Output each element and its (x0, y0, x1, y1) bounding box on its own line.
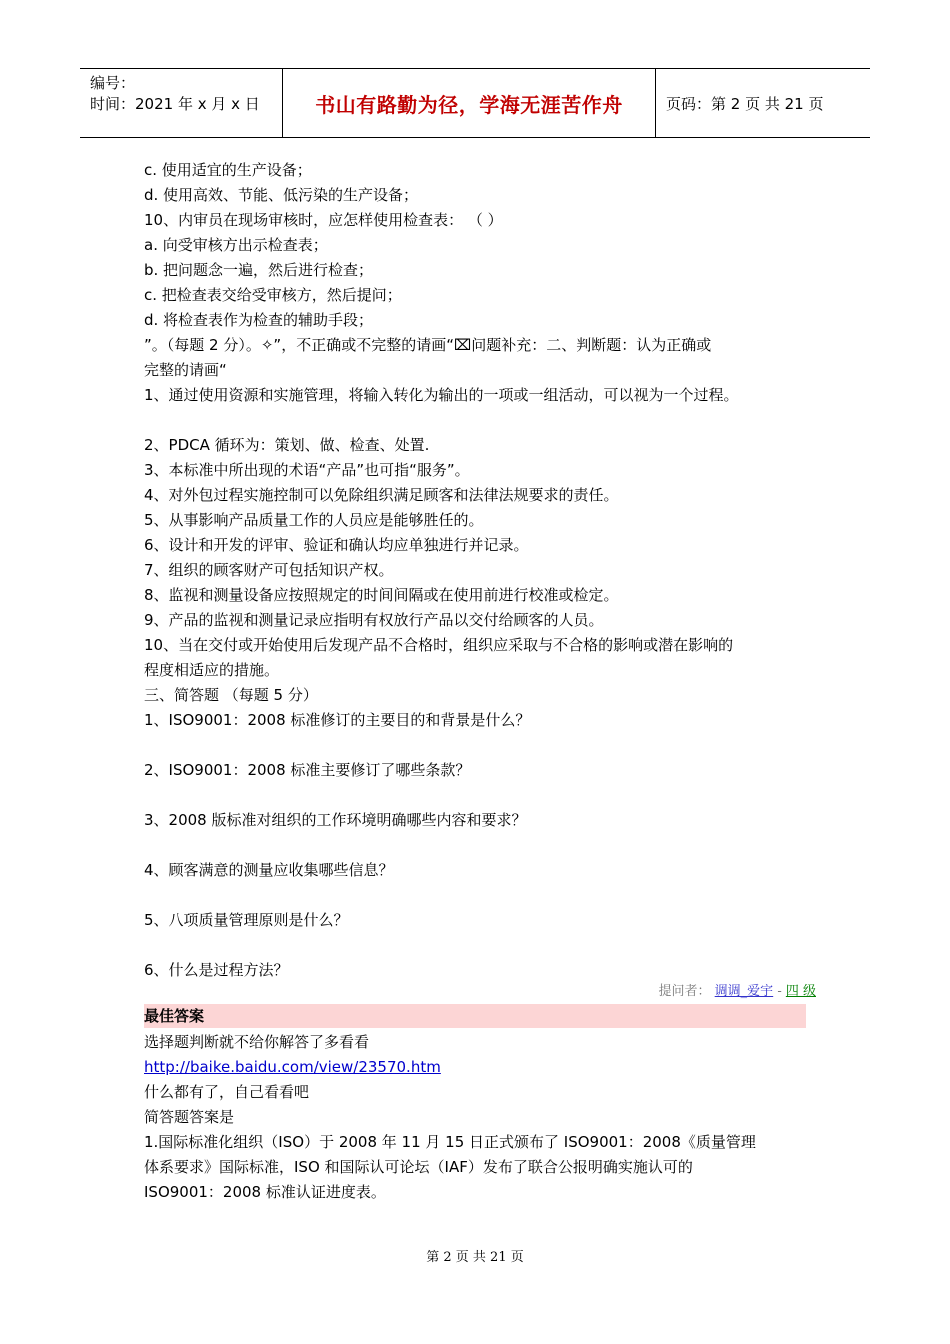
header-page-info: 页码：第 2 页 共 21 页 (666, 94, 824, 113)
text-line: 6、设计和开发的评审、验证和确认均应单独进行并记录。 (144, 536, 529, 554)
reference-link[interactable]: http://baike.baidu.com/view/23570.htm (144, 1058, 441, 1076)
text-line: a. 向受审核方出示检查表； (144, 236, 328, 254)
text-line: 2、PDCA 循环为：策划、做、检查、处置. (144, 436, 430, 454)
answer-line: 选择题判断就不给你解答了多看看 (144, 1033, 370, 1051)
text-line: 3、2008 版标准对组织的工作环境明确哪些内容和要求？ (144, 811, 527, 829)
text-line: d. 使用高效、节能、低污染的生产设备； (144, 186, 419, 204)
answer-line: 什么都有了，自己看看吧 (144, 1083, 310, 1101)
text-line: 5、从事影响产品质量工作的人员应是能够胜任的。 (144, 511, 484, 529)
text-line: ”。（每题 2 分）。✧”，不正确或不完整的请画“⌧问题补充：二、判断题：认为正确或 (144, 336, 712, 354)
text-line: 9、产品的监视和测量记录应指明有权放行产品以交付给顾客的人员。 (144, 611, 604, 629)
blank-line (144, 833, 814, 858)
text-line: 完整的请画“ (144, 361, 227, 379)
text-line: 8、监视和测量设备应按照规定的时间间隔或在使用前进行校准或检定。 (144, 586, 619, 604)
answer-line: 1.国际标准化组织（ISO）于 2008 年 11 月 15 日正式颁布了 ISO9001：2008《质量管理 (144, 1133, 756, 1151)
text-line: 4、顾客满意的测量应收集哪些信息？ (144, 861, 394, 879)
text-line: 1、通过使用资源和实施管理，将输入转化为输出的一项或一组活动，可以视为一个过程。 (144, 386, 739, 404)
section-heading: 三、简答题 （每题 5 分） (144, 686, 318, 704)
blank-line (144, 883, 814, 908)
text-line: 6、什么是过程方法？ (144, 961, 289, 979)
header-meta (80, 69, 282, 137)
page-footer: 第 2 页 共 21 页 (426, 1250, 524, 1265)
blank-line (144, 933, 814, 958)
asker-separator: - (773, 984, 786, 999)
best-answer-title: 最佳答案 (144, 1004, 806, 1028)
text-line: b. 把问题念一遍，然后进行检查； (144, 261, 374, 279)
text-line: 3、本标准中所出现的术语“产品”也可指“服务”。 (144, 461, 470, 479)
asker-label: 提问者： (658, 984, 711, 999)
text-line: c. 使用适宜的生产设备； (144, 161, 312, 179)
document-body (144, 158, 814, 983)
page-header (80, 68, 870, 138)
text-line: 10、内审员在现场审核时，应怎样使用检查表： （ ） (144, 211, 503, 229)
doc-number-label: 编号： (90, 74, 136, 92)
asker-level-link[interactable]: 四 级 (785, 984, 816, 999)
answer-line: 简答题答案是 (144, 1108, 235, 1126)
doc-time-label: 时间：2021 年 x 月 x 日 (90, 95, 260, 113)
text-line: 7、组织的顾客财产可包括知识产权。 (144, 561, 394, 579)
answer-line: 体系要求》国际标准，ISO 和国际认可论坛（IAF）发布了联合公报明确实施认可的 (144, 1158, 693, 1176)
text-line: 1、ISO9001：2008 标准修订的主要目的和背景是什么？ (144, 711, 531, 729)
text-line: 10、当在交付或开始使用后发现产品不合格时，组织应采取与不合格的影响或潜在影响的 (144, 636, 734, 654)
text-line: 5、八项质量管理原则是什么？ (144, 911, 349, 929)
blank-line (144, 733, 814, 758)
blank-line (144, 408, 814, 433)
asker-info (144, 982, 816, 1002)
answer-line: ISO9001：2008 标准认证进度表。 (144, 1183, 386, 1201)
best-answer-body (144, 1030, 814, 1205)
text-line: d. 将检查表作为检查的辅助手段； (144, 311, 374, 329)
asker-name-link[interactable]: 调调_爱宇 (714, 984, 774, 999)
header-motto: 书山有路勤为径，学海无涯苦作舟 (282, 69, 656, 137)
text-line: 程度相适应的措施。 (144, 661, 280, 679)
text-line: 4、对外包过程实施控制可以免除组织满足顾客和法律法规要求的责任。 (144, 486, 619, 504)
text-line: c. 把检查表交给受审核方，然后提问； (144, 286, 402, 304)
blank-line (144, 783, 814, 808)
text-line: 2、ISO9001：2008 标准主要修订了哪些条款？ (144, 761, 471, 779)
